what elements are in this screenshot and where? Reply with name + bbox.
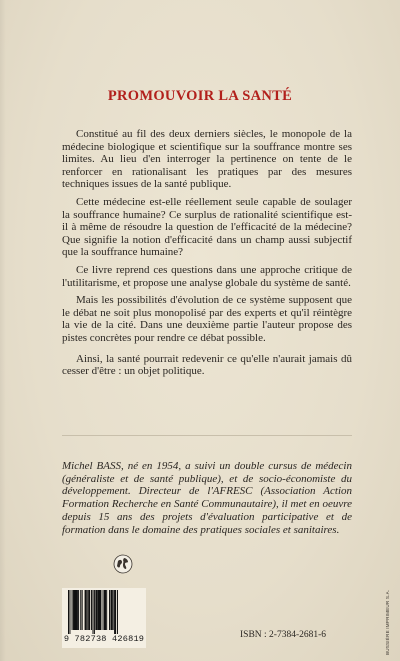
barcode-bar <box>95 590 97 630</box>
barcode-bar <box>69 590 70 634</box>
printer-credit: BUSSIÈRE IMPRIMEUR S.A. <box>385 589 390 655</box>
barcode-bar <box>114 590 116 634</box>
blurb-paragraph-4: Mais les possibilités d'évolution de ce système supposent que le débat ne soit plus monopolisé par des experts et qu'il réintègre la vie de la cité. Dans une deuxième partie l'auteur propose des pistes concrètes pour rendre ce débat possible. <box>62 294 352 344</box>
isbn: ISBN : 2-7384-2681-6 <box>240 630 327 640</box>
barcode <box>62 588 146 648</box>
barcode-bar <box>94 590 95 634</box>
book-title: PROMOUVOIR LA SANTÉ <box>107 88 293 104</box>
blurb-paragraph-3: Ce livre reprend ces questions dans une approche critique de l'utilitarisme, et propose une analyse globale du système de santé. <box>62 263 352 289</box>
barcode-bar <box>100 590 101 630</box>
barcode-bar <box>87 590 88 630</box>
barcode-bar <box>109 590 110 630</box>
barcode-bar <box>76 590 78 630</box>
publisher-globe-icon <box>113 554 133 574</box>
barcode-bars <box>68 590 140 634</box>
divider <box>62 435 352 436</box>
barcode-bar <box>98 590 101 630</box>
barcode-bar <box>82 590 83 630</box>
barcode-bar <box>68 590 69 634</box>
barcode-bar <box>91 590 92 630</box>
barcode-bar <box>85 590 87 630</box>
barcode-bar <box>73 590 76 630</box>
barcode-bar <box>113 590 114 630</box>
barcode-bar <box>110 590 112 630</box>
blurb-paragraph-5: Ainsi, la santé pourrait redevenir ce qu'elle n'aurait jamais dû cesser d'être : un objet politique. <box>62 352 352 378</box>
barcode-bar <box>72 590 73 630</box>
barcode-bar <box>117 590 118 634</box>
barcode-bar <box>103 590 104 630</box>
blurb-paragraph-2: Cette médecine est-elle réellement seule capable de soulager la souffrance humaine? Ce surplus de rationalité scientifique est-il à même de résoudre la question de l'efficacité de la médecine? Que signifie la notion d'efficacité dans un champ aussi subjectif que la souffrance humaine? <box>62 195 352 259</box>
barcode-bar <box>92 590 93 634</box>
blurb-paragraph-1: Constitué au fil des deux derniers siècles, le monopole de la médecine biologique et scientifique sur la souffrance montre ses limites. Au lieu d'en interroger la pertinence on tente de le renforcer en rationalisant les pratiques par des mesures techniques issues de la santé publique. <box>62 128 352 191</box>
barcode-bar <box>80 590 81 630</box>
barcode-bar <box>78 590 79 630</box>
blurb <box>62 128 352 383</box>
barcode-bar <box>88 590 90 630</box>
barcode-number: 9 782738 426819 <box>63 634 145 644</box>
barcode-bar <box>106 590 107 630</box>
barcode-bar <box>104 590 106 630</box>
author-bio: Michel BASS, né en 1954, a suivi un double cursus de médecin (généraliste et de santé publique), et de socio-économiste du développement. Directeur de l'AFRESC (Association Action Formation Recherche en Santé Communautaire), il met en oeuvre depuis 15 ans des projets d'évaluation participative et de formation dans le domaine des pratiques sociales et sanitaires. <box>62 460 352 536</box>
